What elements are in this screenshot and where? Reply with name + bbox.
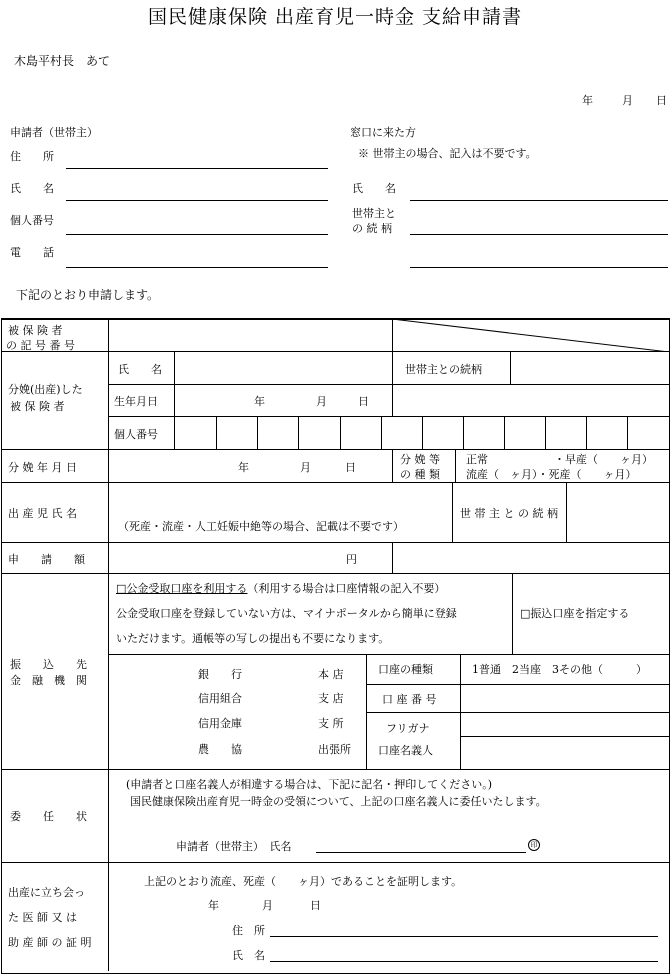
account-number-field[interactable] (461, 685, 667, 711)
branch-type-branch[interactable]: 支 店 (318, 692, 344, 705)
visitor-note: ※ 世帯主の場合、記入は不要です。 (358, 147, 537, 160)
delivery-type-miscarriage[interactable]: 流産（ ヶ月）・死産（ ヶ月） (466, 468, 637, 481)
cert-month: 月 (262, 899, 273, 912)
proxy-applicant-label: 申請者（世帯主） 氏名 (176, 840, 292, 853)
cert-text: 上記のとおり流産、死産（ ヶ月）であることを証明します。 (144, 875, 463, 888)
child-relation-field[interactable] (567, 483, 667, 541)
applicant-address-field[interactable] (66, 168, 328, 169)
addressee: 木島平村長 あて (14, 54, 111, 68)
visitor-extra-line (410, 267, 668, 268)
account-holder-label: 口座名義人 (378, 744, 433, 757)
applicant-personal-number-field[interactable] (66, 234, 328, 235)
bank-type-nokyo[interactable]: 農 協 (198, 743, 242, 756)
public-account-option[interactable]: □公金受取口座を利用する (116, 582, 248, 595)
bank-type-shinkin[interactable]: 信用金庫 (198, 717, 242, 730)
branch-type-office[interactable]: 支 所 (318, 717, 344, 730)
insured-name-field[interactable] (175, 352, 391, 383)
public-account-info-1: 公金受取口座を登録していない方は、マイナポータルから簡単に登録 (116, 607, 457, 620)
bank-label-1: 振 込 先 (10, 658, 87, 671)
child-relation-label: 世 帯 主 と の 続 柄 (460, 507, 558, 520)
date-day: 日 (656, 94, 667, 107)
insured-birth-year: 年 (254, 395, 265, 408)
public-account-info-2: いただけます。通帳等の写しの提出も不要になります。 (116, 632, 390, 645)
proxy-label: 委 任 状 (10, 810, 87, 823)
seal-mark: 印 (528, 839, 540, 851)
date-year: 年 (582, 94, 593, 107)
blank-diagonal (392, 319, 669, 352)
visitor-name-label: 氏 名 (352, 182, 396, 195)
cert-day: 日 (310, 899, 321, 912)
cert-name-field[interactable] (270, 961, 658, 962)
delivery-date-year: 年 (238, 461, 249, 474)
child-name-label: 出 産 児 氏 名 (8, 507, 77, 520)
delivery-type-premature[interactable]: ・早産（ ヶ月） (554, 453, 653, 466)
account-holder-field[interactable] (461, 737, 667, 768)
proxy-applicant-name-field[interactable] (316, 852, 526, 853)
designate-account-option[interactable]: □振込口座を指定する (520, 607, 630, 620)
applicant-name-label: 氏 名 (10, 182, 54, 195)
visitor-relation-label-2: の 続 柄 (352, 222, 392, 235)
visitor-relation-field[interactable] (410, 234, 668, 235)
cert-year: 年 (208, 899, 219, 912)
furigana-label: フリガナ (386, 722, 430, 735)
visitor-relation-label-1: 世帯主と (352, 207, 396, 220)
furigana-field[interactable] (461, 713, 667, 735)
proxy-note: (申請者と口座名義人が相違する場合は、下記に記名・押印してください。) (126, 778, 493, 791)
insured-label-1: 分娩(出産)した (8, 383, 83, 396)
cert-name-label: 氏 名 (232, 949, 265, 962)
cert-label-1: 出産に立ち会っ (8, 886, 85, 899)
branch-type-head[interactable]: 本 店 (318, 668, 344, 681)
applicant-phone-field[interactable] (66, 267, 328, 268)
public-account-note: （利用する場合は口座情報の記入不要） (247, 582, 446, 595)
amount-label: 申 請 額 (8, 553, 85, 566)
insured-relation-label: 世帯主との続柄 (405, 363, 482, 376)
insured-birth-month: 月 (316, 395, 327, 408)
insured-personal-number-field[interactable] (175, 417, 667, 448)
delivery-type-normal[interactable]: 正常 (466, 453, 488, 466)
amount-yen: 円 (346, 553, 357, 566)
page-title: 国民健康保険 出産育児一時金 支給申請書 (147, 6, 523, 28)
applicant-name-field[interactable] (66, 200, 328, 201)
insured-label-2: 被 保 険 者 (10, 400, 65, 413)
insured-name-label: 氏 名 (118, 363, 162, 376)
account-number-label: 口 座 番 号 (382, 693, 437, 706)
date-month: 月 (622, 94, 633, 107)
insured-birth-label: 生年月日 (114, 395, 158, 408)
insured-number-field[interactable] (109, 320, 391, 350)
insured-number-label-2: の 記 号 番 号 (6, 339, 75, 352)
delivery-date-day: 日 (345, 461, 356, 474)
delivery-date-month: 月 (300, 461, 311, 474)
account-type-label: 口座の種類 (378, 663, 433, 676)
applicant-personal-number-label: 個人番号 (10, 214, 54, 227)
cert-label-3: 助 産 師 の 証 明 (8, 936, 92, 949)
delivery-type-label-2: の 種 類 (400, 468, 440, 481)
insured-personal-number-label: 個人番号 (114, 428, 158, 441)
insured-number-label-1: 被 保 険 者 (8, 324, 63, 337)
insured-relation-field[interactable] (511, 352, 667, 383)
bank-label-2: 金 融 機 関 (10, 674, 87, 687)
proxy-text: 国民健康保険出産育児一時金の受領について、上記の口座名義人に委任いたします。 (130, 795, 547, 808)
child-name-field[interactable] (109, 484, 451, 518)
child-name-note: （死産・流産・人工妊娠中絶等の場合、記載は不要です） (118, 520, 404, 533)
applicant-address-label: 住 所 (10, 150, 54, 163)
cert-address-field[interactable] (270, 936, 658, 937)
visitor-section-label: 窓口に来た方 (350, 126, 416, 139)
insured-birth-day: 日 (358, 395, 369, 408)
request-text: 下記のとおり申請します。 (16, 288, 160, 302)
cert-label-2: た 医 師 又 は (8, 911, 77, 924)
delivery-date-label: 分 娩 年 月 日 (8, 461, 77, 474)
applicant-section-label: 申請者（世帯主） (10, 126, 98, 139)
bank-type-credit-union[interactable]: 信用組合 (198, 692, 242, 705)
applicant-phone-label: 電 話 (10, 246, 54, 259)
bank-type-bank[interactable]: 銀 行 (198, 668, 242, 681)
delivery-type-label-1: 分 娩 等 (400, 453, 440, 466)
cert-address-label: 住 所 (232, 924, 265, 937)
visitor-name-field[interactable] (410, 200, 668, 201)
branch-type-sub[interactable]: 出張所 (318, 743, 351, 756)
account-type-options[interactable]: 1普通 2当座 3その他（ ） (472, 663, 647, 676)
